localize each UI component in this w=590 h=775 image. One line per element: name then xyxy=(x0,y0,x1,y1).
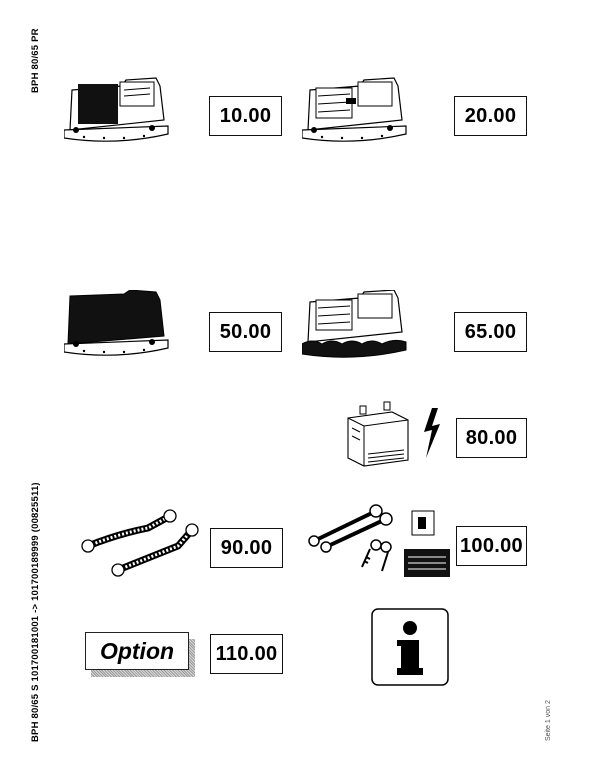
machine-engine-cover-icon[interactable] xyxy=(64,72,174,149)
group-button-110[interactable]: 110.00 xyxy=(210,634,283,674)
page-indicator: Seite 1 von 2 xyxy=(545,700,552,741)
hydraulic-hose-icon[interactable] xyxy=(78,506,203,583)
group-button-80[interactable]: 80.00 xyxy=(456,418,527,458)
serial-range-label: BPH 80/65 S 101700181001 -> 101700189999 (00825511) xyxy=(30,482,41,742)
information-icon[interactable] xyxy=(371,608,451,693)
machine-base-plate-icon[interactable] xyxy=(302,290,412,367)
model-label: BPH 80/65 PR xyxy=(30,28,41,93)
group-button-20[interactable]: 20.00 xyxy=(454,96,527,136)
option-icon[interactable] xyxy=(85,632,197,678)
group-button-100[interactable]: 100.00 xyxy=(456,526,527,566)
option-label: Option xyxy=(85,632,189,670)
battery-electrical-icon[interactable] xyxy=(340,398,448,473)
group-button-90[interactable]: 90.00 xyxy=(210,528,283,568)
group-button-10[interactable]: 10.00 xyxy=(209,96,282,136)
tools-accessories-icon[interactable] xyxy=(306,497,454,586)
machine-frame-icon[interactable] xyxy=(64,290,174,367)
group-button-65[interactable]: 65.00 xyxy=(454,312,527,352)
group-button-50[interactable]: 50.00 xyxy=(209,312,282,352)
machine-engine-icon[interactable] xyxy=(302,72,412,149)
